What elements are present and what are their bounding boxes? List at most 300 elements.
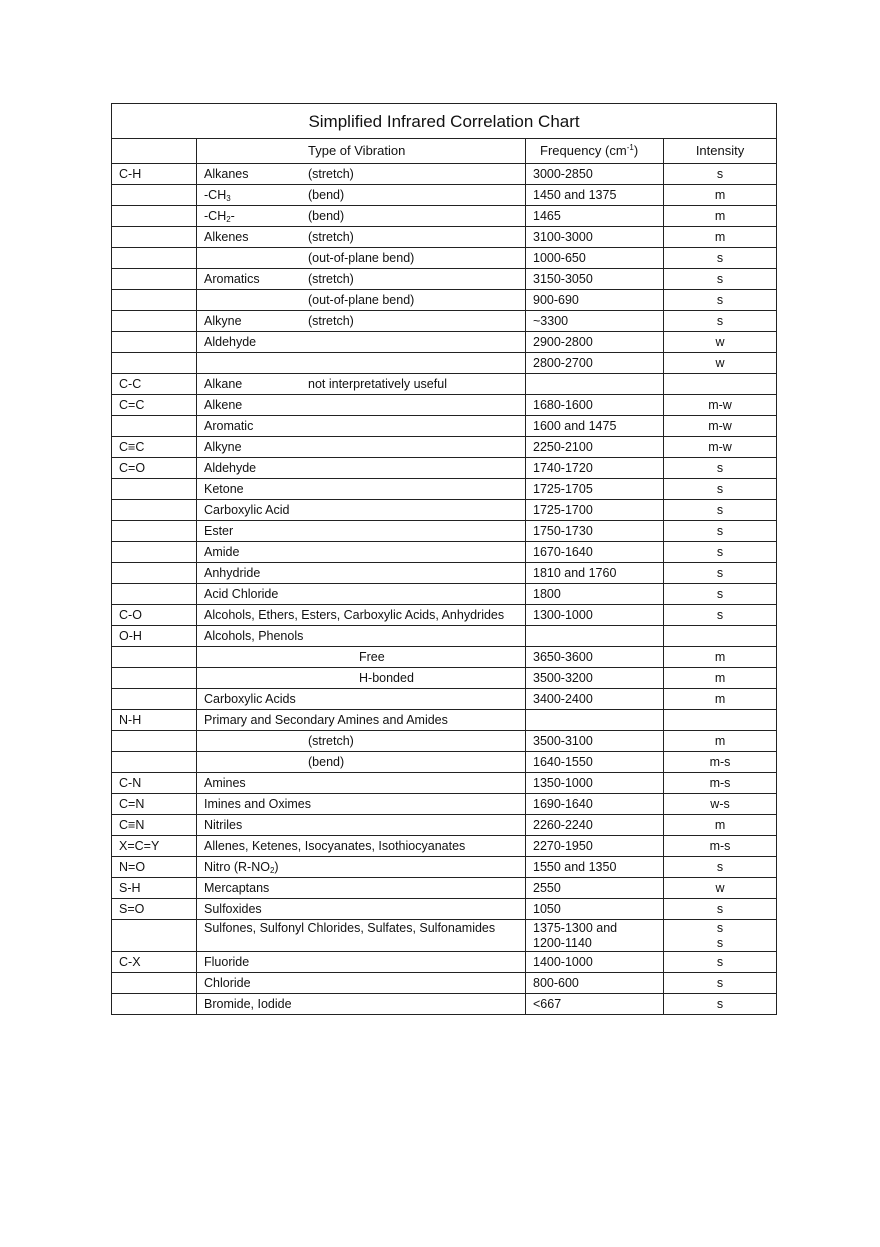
compound-class — [204, 416, 308, 436]
compound-class-label: Bromide, Iodide — [204, 997, 292, 1011]
compound-class-subscript: 2 — [269, 866, 275, 875]
vibration-type-cell — [197, 248, 526, 269]
intensity-cell: s — [664, 248, 777, 269]
vibration-type-cell — [197, 815, 526, 836]
compound-class — [204, 689, 308, 709]
ir-correlation-chart — [111, 103, 776, 1015]
compound-class-label: Nitro (R-NO — [204, 860, 270, 874]
intensity-cell: s — [664, 994, 777, 1015]
functional-group-cell: N=O — [112, 857, 197, 878]
intensity-cell: s — [664, 899, 777, 920]
vibration-type-cell — [197, 563, 526, 584]
functional-group-cell: C≡C — [112, 437, 197, 458]
compound-class-label: Amines — [204, 776, 246, 790]
compound-class — [204, 839, 465, 853]
frequency-cell: 2800-2700 — [526, 353, 664, 374]
vibration-type-cell — [197, 458, 526, 479]
frequency-cell: 1550 and 1350 — [526, 857, 664, 878]
compound-class-label: Alkenes — [204, 230, 249, 244]
compound-class-label: -CH — [204, 188, 227, 202]
table-row — [112, 164, 777, 185]
table-row — [112, 773, 777, 794]
intensity-cell: s — [664, 269, 777, 290]
compound-class — [204, 713, 448, 727]
vibration-type-cell — [197, 542, 526, 563]
vibration-mode: (stretch) — [308, 272, 354, 286]
compound-class-label: Ester — [204, 524, 234, 538]
frequency-cell: 1740-1720 — [526, 458, 664, 479]
frequency-cell: 1400-1000 — [526, 952, 664, 973]
vibration-type-cell — [197, 500, 526, 521]
table-row — [112, 836, 777, 857]
vibration-mode: (stretch) — [308, 167, 354, 181]
vibration-type-cell — [197, 584, 526, 605]
header-group — [112, 139, 197, 164]
frequency-cell: 1725-1705 — [526, 479, 664, 500]
intensity-cell: m — [664, 227, 777, 248]
frequency-cell: 1000-650 — [526, 248, 664, 269]
functional-group-cell: C=N — [112, 794, 197, 815]
functional-group-cell — [112, 920, 197, 952]
intensity-cell: m — [664, 815, 777, 836]
compound-class-label: Chloride — [204, 976, 251, 990]
intensity-cell: s — [664, 458, 777, 479]
compound-class-label: Sulfones, Sulfonyl Chlorides, Sulfates, Sulfonamides — [204, 921, 496, 935]
table-row — [112, 668, 777, 689]
vibration-type-cell — [197, 857, 526, 878]
compound-class-label: Aromatics — [204, 272, 260, 286]
frequency-cell: 2550 — [526, 878, 664, 899]
functional-group-cell — [112, 500, 197, 521]
frequency-line: 1375-1300 and — [533, 921, 618, 935]
vibration-mode: (stretch) — [308, 230, 354, 244]
frequency-cell: 1600 and 1475 — [526, 416, 664, 437]
intensity-cell: w — [664, 878, 777, 899]
functional-group-cell — [112, 994, 197, 1015]
table-row — [112, 269, 777, 290]
functional-group-cell — [112, 542, 197, 563]
intensity-cell: s — [664, 311, 777, 332]
table-row — [112, 248, 777, 269]
intensity-cell: m-s — [664, 773, 777, 794]
compound-class — [204, 542, 308, 562]
frequency-cell: 1465 — [526, 206, 664, 227]
vibration-mode: (stretch) — [308, 314, 354, 328]
vibration-mode: (out-of-plane bend) — [308, 251, 415, 265]
frequency-cell: 3100-3000 — [526, 227, 664, 248]
vibration-type-cell — [197, 227, 526, 248]
functional-group-cell: C-H — [112, 164, 197, 185]
intensity-cell: m-s — [664, 752, 777, 773]
vibration-mode: not interpretatively useful — [308, 377, 447, 391]
table-row — [112, 353, 777, 374]
vibration-mode: (bend) — [308, 755, 345, 769]
compound-class-label: Aromatic — [204, 419, 254, 433]
intensity-cell: s — [664, 605, 777, 626]
functional-group-cell: C=O — [112, 458, 197, 479]
frequency-cell: 2900-2800 — [526, 332, 664, 353]
intensity-cell — [664, 626, 777, 647]
table-row — [112, 994, 777, 1015]
intensity-cell: w — [664, 353, 777, 374]
compound-class-label: Alcohols, Phenols — [204, 629, 304, 643]
compound-class — [204, 563, 308, 583]
table-row — [112, 647, 777, 668]
functional-group-cell — [112, 973, 197, 994]
compound-class-label: Aldehyde — [204, 335, 257, 349]
compound-class-label: Sulfoxides — [204, 902, 262, 916]
header-intensity: Intensity — [664, 139, 777, 164]
intensity-cell: s — [664, 290, 777, 311]
table-row — [112, 731, 777, 752]
frequency-cell: 1810 and 1760 — [526, 563, 664, 584]
functional-group-cell — [112, 269, 197, 290]
vibration-type-cell — [197, 269, 526, 290]
compound-class-label: Fluoride — [204, 955, 250, 969]
compound-class — [204, 332, 308, 352]
compound-class — [204, 374, 308, 394]
frequency-cell: 1670-1640 — [526, 542, 664, 563]
header-frequency-exponent: -1 — [626, 143, 634, 152]
compound-class — [204, 206, 308, 226]
intensity-cell: s — [664, 973, 777, 994]
compound-class — [204, 860, 279, 874]
compound-class — [204, 921, 495, 935]
header-frequency — [526, 139, 664, 164]
vibration-type-cell — [197, 206, 526, 227]
compound-class — [204, 878, 308, 898]
functional-group-cell — [112, 290, 197, 311]
functional-group-cell — [112, 479, 197, 500]
functional-group-cell — [112, 227, 197, 248]
page-title: Simplified Infrared Correlation Chart — [112, 104, 777, 139]
table-row — [112, 311, 777, 332]
table-row — [112, 332, 777, 353]
frequency-cell: 1450 and 1375 — [526, 185, 664, 206]
compound-class-label: Aldehyde — [204, 461, 257, 475]
compound-class — [204, 973, 308, 993]
frequency-cell: 3150-3050 — [526, 269, 664, 290]
table-row — [112, 206, 777, 227]
vibration-type-cell — [197, 290, 526, 311]
compound-class — [204, 608, 504, 622]
vibration-type-cell — [197, 899, 526, 920]
functional-group-cell: C-N — [112, 773, 197, 794]
frequency-cell: 1680-1600 — [526, 395, 664, 416]
table-row — [112, 542, 777, 563]
compound-class — [204, 311, 308, 331]
intensity-cell: m-w — [664, 437, 777, 458]
vibration-type-cell — [197, 521, 526, 542]
compound-class-label: Alkanes — [204, 167, 249, 181]
functional-group-cell: S-H — [112, 878, 197, 899]
functional-group-cell: C≡N — [112, 815, 197, 836]
table-row — [112, 920, 777, 952]
intensity-cell: m — [664, 689, 777, 710]
table-row — [112, 374, 777, 395]
table-row — [112, 815, 777, 836]
functional-group-cell — [112, 689, 197, 710]
functional-group-cell — [112, 584, 197, 605]
table-row — [112, 752, 777, 773]
intensity-cell: w-s — [664, 794, 777, 815]
compound-class — [204, 395, 308, 415]
frequency-cell: 3400-2400 — [526, 689, 664, 710]
frequency-cell: 2250-2100 — [526, 437, 664, 458]
header-type-of-vibration: Type of Vibration — [197, 139, 526, 164]
frequency-cell: 1640-1550 — [526, 752, 664, 773]
table-row — [112, 952, 777, 973]
vibration-type-cell — [197, 668, 526, 689]
frequency-cell: ~3300 — [526, 311, 664, 332]
compound-class-subscript: 2 — [226, 215, 231, 224]
vibration-type-cell — [197, 794, 526, 815]
compound-class-label: Acid Chloride — [204, 587, 279, 601]
vibration-type-cell — [197, 689, 526, 710]
frequency-cell — [526, 626, 664, 647]
functional-group-cell — [112, 752, 197, 773]
compound-class — [204, 185, 308, 205]
compound-class — [204, 269, 308, 289]
vibration-type-cell — [197, 647, 526, 668]
vibration-type-cell — [197, 920, 526, 952]
vibration-type-cell — [197, 878, 526, 899]
frequency-cell: 3650-3600 — [526, 647, 664, 668]
functional-group-cell: S=O — [112, 899, 197, 920]
intensity-cell: s — [664, 500, 777, 521]
functional-group-cell — [112, 248, 197, 269]
compound-class — [204, 629, 303, 643]
compound-class — [204, 899, 308, 919]
functional-group-cell: C-O — [112, 605, 197, 626]
frequency-cell: 3000-2850 — [526, 164, 664, 185]
intensity-cell: s — [664, 164, 777, 185]
intensity-cell: m-w — [664, 395, 777, 416]
intensity-cell — [664, 920, 777, 952]
frequency-line: 1200-1140 — [533, 936, 592, 950]
table-row — [112, 521, 777, 542]
intensity-cell: m — [664, 668, 777, 689]
functional-group-cell — [112, 353, 197, 374]
table-row — [112, 185, 777, 206]
table-row — [112, 290, 777, 311]
table-row — [112, 689, 777, 710]
functional-group-cell — [112, 563, 197, 584]
compound-class — [204, 164, 308, 184]
intensity-cell: m — [664, 185, 777, 206]
vibration-mode: (bend) — [308, 188, 345, 202]
vibration-type-cell — [197, 311, 526, 332]
vibration-type-cell — [197, 773, 526, 794]
compound-class — [204, 479, 308, 499]
intensity-cell: s — [664, 479, 777, 500]
frequency-cell: 800-600 — [526, 973, 664, 994]
compound-class-suffix: - — [230, 209, 235, 223]
table-row — [112, 584, 777, 605]
compound-class-label: Nitriles — [204, 818, 243, 832]
correlation-table — [111, 103, 777, 1015]
compound-class-label: Alkane — [204, 377, 243, 391]
frequency-cell: 1725-1700 — [526, 500, 664, 521]
vibration-type-cell — [197, 437, 526, 458]
table-row — [112, 500, 777, 521]
vibration-type-cell — [197, 332, 526, 353]
compound-class-label: Allenes, Ketenes, Isocyanates, Isothiocyanates — [204, 839, 466, 853]
compound-class-label: Alkene — [204, 398, 243, 412]
table-row — [112, 973, 777, 994]
functional-group-cell: X=C=Y — [112, 836, 197, 857]
functional-group-cell: O-H — [112, 626, 197, 647]
title-row — [112, 104, 777, 139]
frequency-cell: 1750-1730 — [526, 521, 664, 542]
vibration-type-cell — [197, 164, 526, 185]
vibration-type-cell — [197, 710, 526, 731]
vibration-type-cell — [197, 185, 526, 206]
compound-class-label: Ketone — [204, 482, 244, 496]
compound-class — [204, 952, 308, 972]
intensity-cell: m-w — [664, 416, 777, 437]
frequency-cell: 1690-1640 — [526, 794, 664, 815]
intensity-cell: m — [664, 647, 777, 668]
frequency-cell — [526, 374, 664, 395]
functional-group-cell — [112, 185, 197, 206]
vibration-type-cell — [197, 626, 526, 647]
vibration-type-cell — [197, 353, 526, 374]
compound-class-label: Anhydride — [204, 566, 261, 580]
compound-class — [204, 458, 308, 478]
compound-class — [204, 521, 308, 541]
compound-subtype: H-bonded — [359, 671, 414, 685]
compound-class-label: Carboxylic Acids — [204, 692, 296, 706]
frequency-cell: 1800 — [526, 584, 664, 605]
frequency-cell: <667 — [526, 994, 664, 1015]
intensity-line: s — [716, 921, 724, 935]
intensity-line: s — [716, 936, 724, 950]
compound-subtype: Free — [359, 650, 385, 664]
compound-class — [204, 500, 308, 520]
compound-class-label: Imines and Oximes — [204, 797, 311, 811]
functional-group-cell: C-C — [112, 374, 197, 395]
vibration-type-cell — [197, 752, 526, 773]
vibration-type-cell — [197, 952, 526, 973]
intensity-cell: m-s — [664, 836, 777, 857]
table-row — [112, 899, 777, 920]
intensity-cell: s — [664, 584, 777, 605]
vibration-mode: (bend) — [308, 209, 345, 223]
functional-group-cell — [112, 311, 197, 332]
vibration-type-cell — [197, 731, 526, 752]
table-row — [112, 395, 777, 416]
vibration-mode: (stretch) — [308, 734, 354, 748]
vibration-type-cell — [197, 395, 526, 416]
table-row — [112, 878, 777, 899]
intensity-cell: w — [664, 332, 777, 353]
frequency-cell: 2260-2240 — [526, 815, 664, 836]
compound-class — [204, 437, 308, 457]
table-row — [112, 563, 777, 584]
functional-group-cell — [112, 731, 197, 752]
compound-class — [204, 584, 308, 604]
frequency-cell: 1300-1000 — [526, 605, 664, 626]
compound-class — [204, 227, 308, 247]
compound-class-label: -CH — [204, 209, 227, 223]
intensity-cell: s — [664, 521, 777, 542]
functional-group-cell — [112, 668, 197, 689]
compound-class-label: Amide — [204, 545, 240, 559]
compound-class-label: Alkyne — [204, 440, 242, 454]
frequency-cell: 3500-3200 — [526, 668, 664, 689]
functional-group-cell: C-X — [112, 952, 197, 973]
functional-group-cell — [112, 332, 197, 353]
table-row — [112, 857, 777, 878]
frequency-cell: 2270-1950 — [526, 836, 664, 857]
intensity-cell — [664, 710, 777, 731]
intensity-cell: s — [664, 952, 777, 973]
compound-class-subscript: 3 — [226, 194, 231, 203]
table-row — [112, 227, 777, 248]
compound-class-label: Primary and Secondary Amines and Amides — [204, 713, 448, 727]
table-row — [112, 605, 777, 626]
compound-class-label: Alcohols, Ethers, Esters, Carboxylic Acids, Anhydrides — [204, 608, 505, 622]
table-row — [112, 458, 777, 479]
compound-class — [204, 815, 308, 835]
compound-class-suffix: ) — [274, 860, 279, 874]
table-row — [112, 626, 777, 647]
vibration-mode: (out-of-plane bend) — [308, 293, 415, 307]
compound-class — [204, 797, 311, 811]
vibration-type-cell — [197, 374, 526, 395]
vibration-type-cell — [197, 479, 526, 500]
functional-group-cell — [112, 416, 197, 437]
compound-class-label: Mercaptans — [204, 881, 270, 895]
compound-class-label: Carboxylic Acid — [204, 503, 290, 517]
header-frequency-label: Frequency (cm — [540, 143, 627, 158]
intensity-cell: s — [664, 857, 777, 878]
frequency-cell: 3500-3100 — [526, 731, 664, 752]
table-row — [112, 710, 777, 731]
functional-group-cell: N-H — [112, 710, 197, 731]
vibration-type-cell — [197, 994, 526, 1015]
table-row — [112, 416, 777, 437]
intensity-cell: m — [664, 206, 777, 227]
intensity-cell — [664, 374, 777, 395]
frequency-cell: 900-690 — [526, 290, 664, 311]
frequency-cell: 1350-1000 — [526, 773, 664, 794]
intensity-cell: s — [664, 542, 777, 563]
table-row — [112, 479, 777, 500]
vibration-type-cell — [197, 973, 526, 994]
functional-group-cell — [112, 521, 197, 542]
vibration-type-cell — [197, 605, 526, 626]
intensity-cell: s — [664, 563, 777, 584]
compound-class — [204, 997, 292, 1011]
frequency-cell: 1050 — [526, 899, 664, 920]
vibration-type-cell — [197, 836, 526, 857]
table-row — [112, 437, 777, 458]
frequency-cell — [526, 920, 664, 952]
compound-class — [204, 773, 308, 793]
intensity-cell: m — [664, 731, 777, 752]
header-row — [112, 139, 777, 164]
functional-group-cell — [112, 206, 197, 227]
frequency-cell — [526, 710, 664, 731]
vibration-type-cell — [197, 416, 526, 437]
table-row — [112, 794, 777, 815]
compound-class-label: Alkyne — [204, 314, 242, 328]
functional-group-cell — [112, 647, 197, 668]
header-frequency-close: ) — [633, 143, 639, 158]
functional-group-cell: C=C — [112, 395, 197, 416]
